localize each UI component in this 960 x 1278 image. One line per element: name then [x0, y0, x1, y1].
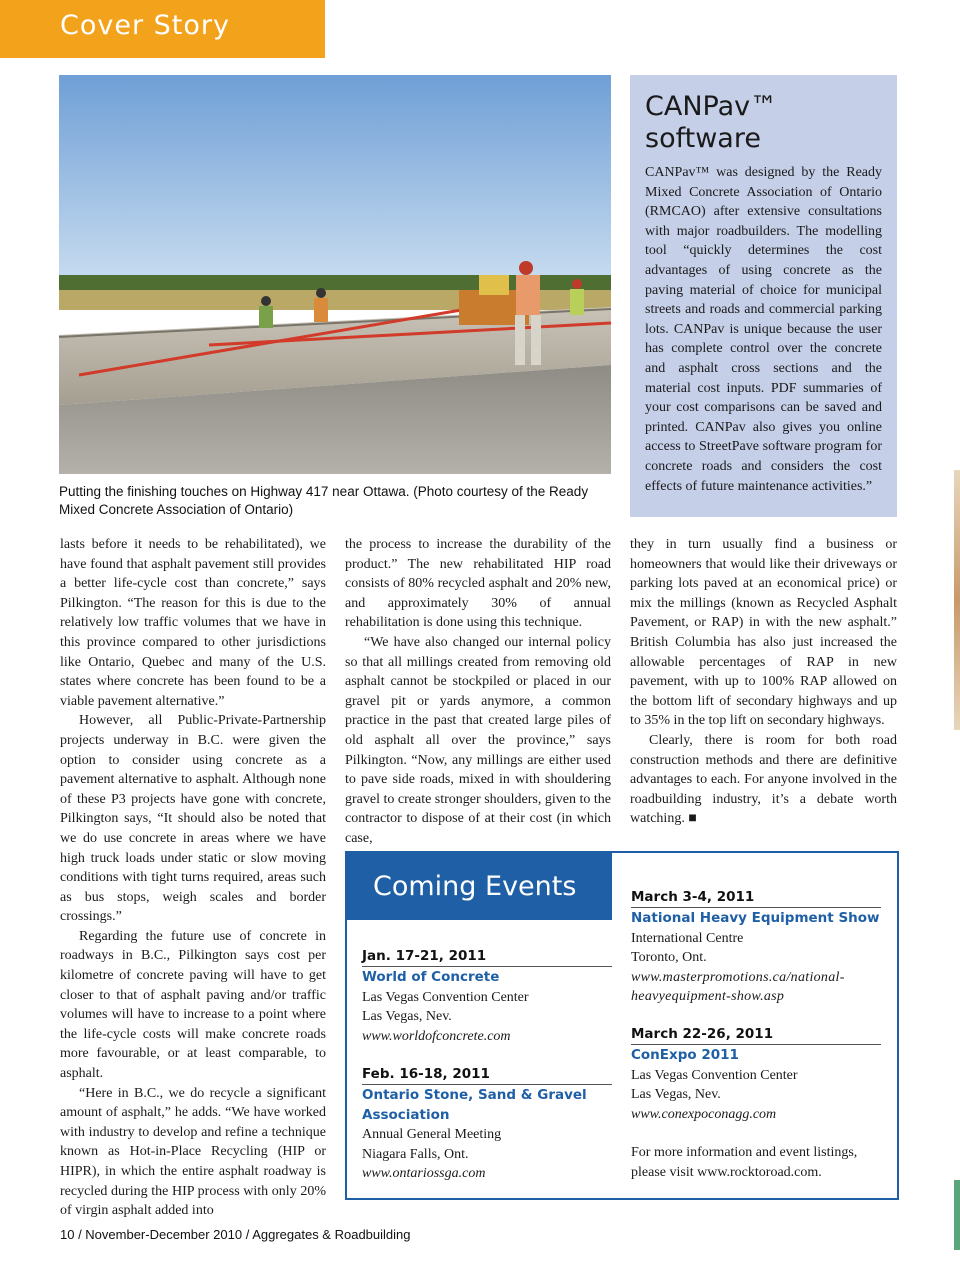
event-name: World of Concrete [362, 969, 500, 985]
event-date: March 3-4, 2011 [631, 888, 881, 908]
paragraph: “We have also changed our internal policy so that all millings created from removing old asphalt cannot be stockpiled or placed in our gravel pit or yards anymore, a common practice in the past that created large piles of old asphalt all over the province,” says Pilkington. “Now, any millings are either used to pave side roads, mixed in with shouldering gravel to create stronger shoulders, given to the contractor to dispose of at their cost (in which case, [345, 634, 611, 846]
page-edge-strip-green [954, 1180, 960, 1250]
paragraph: “Here in B.C., we do recycle a significant amount of asphalt,” he adds. “We have worked with industry to develop and refine a technique known as Hot-in-Place Recycling (HIP or HIPR), in which the entire asphalt roadway is recycled during the HIP process with only 20% of virgin asphalt added into [60, 1085, 326, 1219]
event-item [631, 888, 881, 1007]
article-column-3 [630, 535, 897, 829]
section-title: Cover Story [60, 10, 230, 41]
section-tab [0, 0, 325, 58]
event-location: Las Vegas, Nev. [362, 1009, 452, 1025]
paragraph: the process to increase the durability of the product.” The new rehabilitated HIP road consists of 80% recycled asphalt and 20% new, and approximately 30% of annual rehabilitation is done using this technique. [345, 537, 611, 631]
event-venue: Annual General Meeting [362, 1127, 502, 1143]
highway-paving-photo [59, 75, 611, 474]
paragraph: Clearly, there is room for both road construction methods and there are definitive advantages to each. For anyone involved in the roadbuilding industry, it’s a debate worth watching. ■ [630, 732, 897, 827]
event-name: ConExpo 2011 [631, 1047, 739, 1063]
paragraph: they in turn usually find a business or homeowners that would like their driveways or parking lots paved at an economical price) or mix the millings (known as Recycled Asphalt Pavement, or RAP) in with the new asphalt.” British Columbia has also just increased the allowable percentages of RAP in new pavement, with up to 100% RAP allowed on the bottom lift of secondary highways and up to 35% in the top lift on secondary highways. [630, 537, 897, 729]
paragraph: However, all Public-Private-Partnership projects underway in B.C. were given the option to consider using concrete as a pavement alternative to asphalt. Although none of these P3 projects have gone with concrete, Pilkington says, “It should also be noted that we do use concrete in areas where we have high truck loads under static or slow moving conditions with tight turns required, areas such as bus stops, weigh scales and border crossings.” [60, 713, 326, 925]
coming-events-box [345, 851, 899, 1200]
events-header [347, 853, 612, 920]
event-name: Ontario Stone, Sand & Gravel Association [362, 1087, 587, 1123]
paragraph: Regarding the future use of concrete in roadways in B.C., Pilkington says cost per kilometre of concrete paving will have to get closer to that of asphalt paving and/or traffic volumes will have to increase to a point where the life-cycle costs will make concrete roads more favourable, or at least comparable, to asphalt. [60, 928, 326, 1082]
sidebar-title [645, 91, 777, 155]
event-date: Feb. 16-18, 2011 [362, 1065, 612, 1085]
event-name: National Heavy Equipment Show [631, 910, 880, 926]
event-item [362, 1065, 612, 1184]
event-location: Niagara Falls, Ont. [362, 1146, 469, 1162]
photo-illustration [59, 75, 611, 474]
event-item [362, 947, 612, 1046]
event-url: www.worldofconcrete.com [362, 1028, 511, 1044]
page-edge-strip [954, 470, 960, 730]
page-footer: 10 / November-December 2010 / Aggregates & Roadbuilding [60, 1227, 411, 1242]
event-venue: Las Vegas Convention Center [362, 989, 529, 1005]
event-location: Toronto, Ont. [631, 950, 707, 966]
sidebar-title-line2: software [645, 123, 761, 154]
paragraph: lasts before it needs to be rehabilitated), we have found that asphalt pavement still provides a better life-cycle cost than concrete,” says Pilkington. “The reason for this is due to the relatively low traffic volumes that we have in this province compared to other jurisdictions like Ontario, Quebec and many of the U.S. states where concrete has been found to be a viable pavement alternative.” [60, 537, 326, 709]
event-date: Jan. 17-21, 2011 [362, 947, 612, 967]
photo-caption: Putting the finishing touches on Highway 417 near Ottawa. (Photo courtesy of the Ready Mixed Concrete Association of Ontario) [59, 484, 589, 517]
event-url: www.conexpoconagg.com [631, 1106, 777, 1122]
article-column-1 [60, 535, 326, 1221]
event-url: www.masterpromotions.ca/national-heavyequipment-show.asp [631, 969, 845, 1005]
events-title: Coming Events [373, 871, 577, 902]
event-date: March 22-26, 2011 [631, 1025, 881, 1045]
event-url: www.ontariossga.com [362, 1166, 486, 1182]
more-info-text: For more information and event listings, please visit www.rocktoroad.com. [631, 1145, 858, 1180]
article-column-2 [345, 535, 611, 849]
event-venue: International Centre [631, 930, 744, 946]
canpav-sidebar [630, 75, 897, 517]
event-item [631, 1025, 881, 1124]
sidebar-body: CANPav™ was designed by the Ready Mixed Concrete Association of Ontario (RMCAO) after extensive consultations with major roadbuilders. The modelling tool “quickly determines the cost advantages of using concrete as the paving material of choice for municipal streets and roads and commercial parking lots. CANPav is unique because the user has complete control over the concrete and asphalt cross sections and the material cost inputs. PDF summaries of your cost comparisons can be saved and printed. CANPav also gives you online access to StreetPave software program for concrete roads and considers the cost effects of future maintenance activities.” [645, 165, 882, 494]
sidebar-title-line1: CANPav™ [645, 91, 778, 122]
event-venue: Las Vegas Convention Center [631, 1067, 798, 1083]
event-location: Las Vegas, Nev. [631, 1087, 721, 1103]
